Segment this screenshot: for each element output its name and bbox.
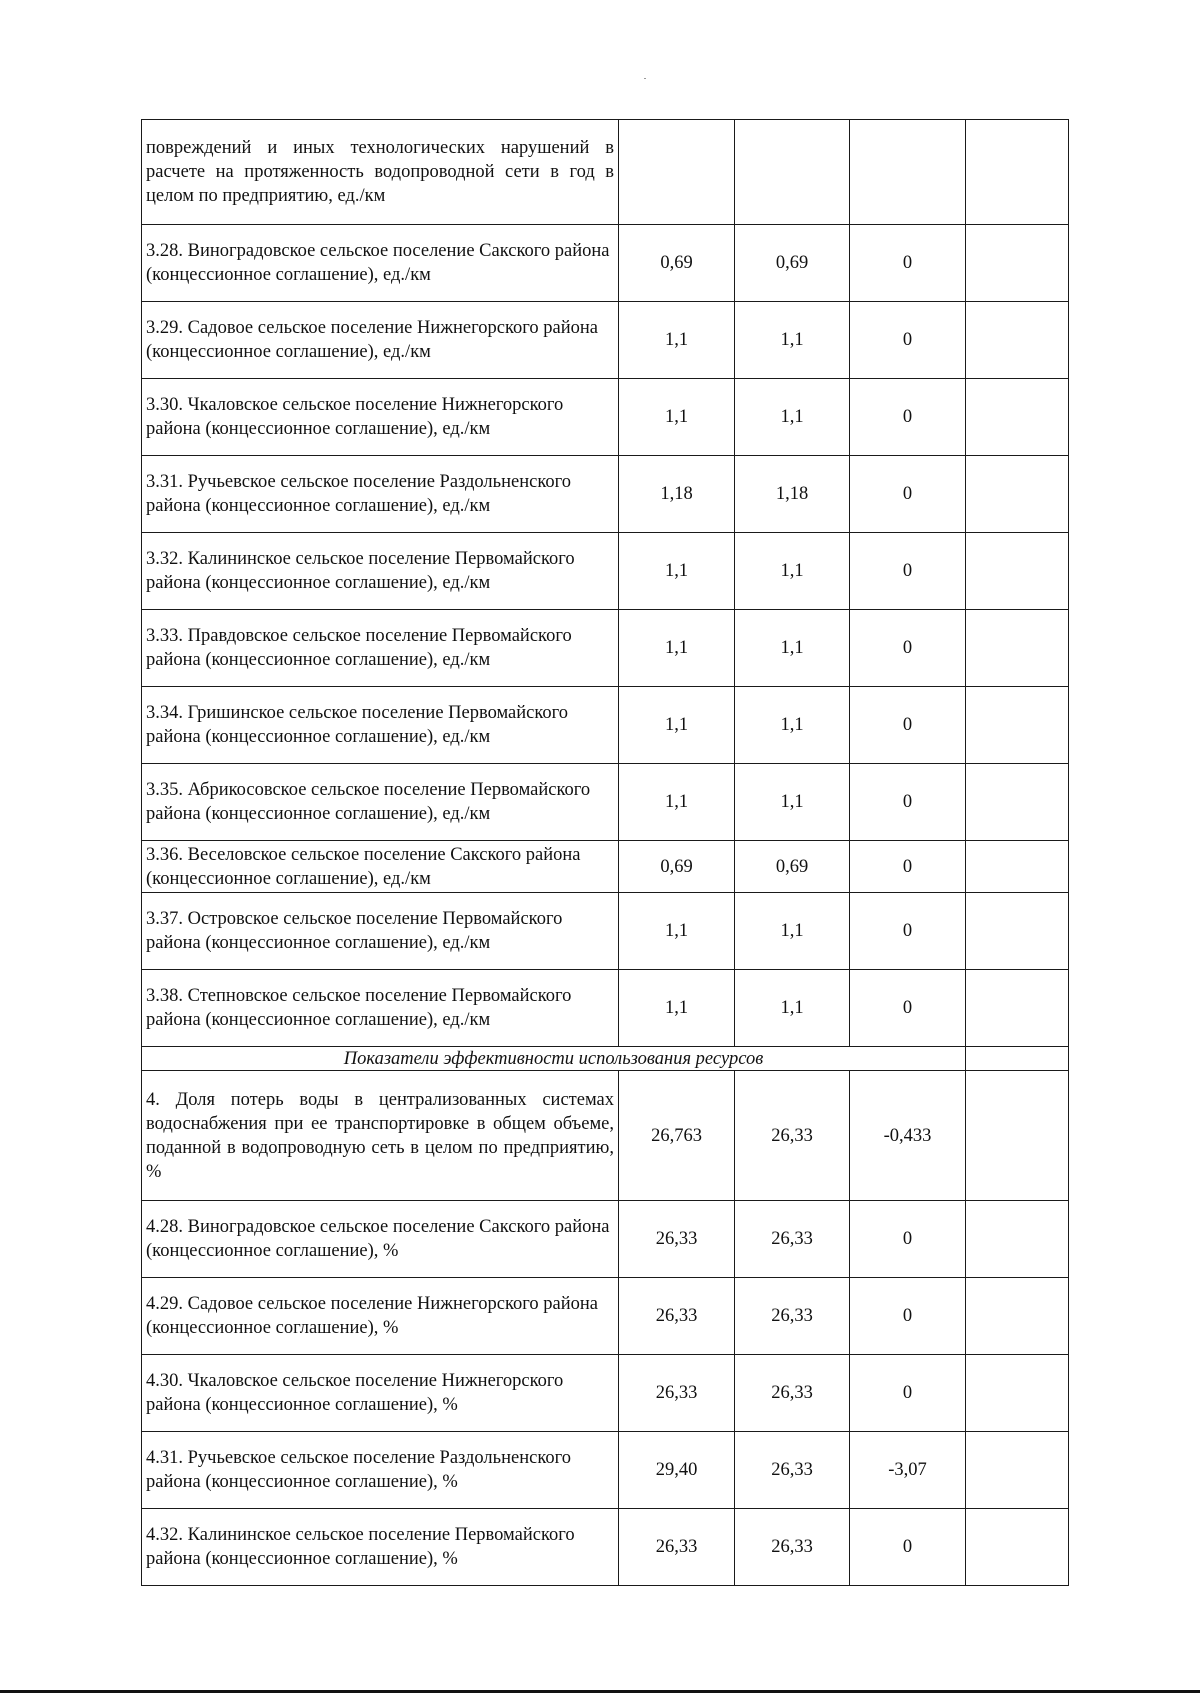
value-cell-2: 26,33	[735, 1432, 850, 1509]
value-cell-1	[619, 120, 735, 225]
indicator-label: 3.37. Островское сельское поселение Первомайского района (концессионное соглашение), ед./км	[142, 893, 619, 970]
page-mark	[644, 78, 646, 79]
value-cell-3: 0	[850, 1355, 966, 1432]
table-body	[142, 120, 1069, 1586]
value-cell-3: 0	[850, 225, 966, 302]
table-row	[142, 764, 1069, 841]
value-cell-1: 26,33	[619, 1201, 735, 1278]
indicator-label: 3.36. Веселовское сельское поселение Сакского района (концессионное соглашение), ед./км	[142, 841, 619, 893]
value-cell-1: 1,1	[619, 302, 735, 379]
value-cell-1: 1,1	[619, 533, 735, 610]
section-empty-cell	[966, 1047, 1069, 1071]
value-cell-4	[966, 1509, 1069, 1586]
value-cell-3: 0	[850, 456, 966, 533]
value-cell-4	[966, 225, 1069, 302]
value-cell-2: 26,33	[735, 1071, 850, 1201]
value-cell-1: 26,33	[619, 1509, 735, 1586]
value-cell-2	[735, 120, 850, 225]
value-cell-2: 1,1	[735, 687, 850, 764]
value-cell-4	[966, 120, 1069, 225]
value-cell-2: 1,1	[735, 970, 850, 1047]
table-row	[142, 120, 1069, 225]
table-row	[142, 893, 1069, 970]
value-cell-1: 0,69	[619, 225, 735, 302]
value-cell-2: 26,33	[735, 1201, 850, 1278]
value-cell-4	[966, 841, 1069, 893]
value-cell-1: 1,1	[619, 764, 735, 841]
table-row	[142, 841, 1069, 893]
value-cell-3: -0,433	[850, 1071, 966, 1201]
indicator-label: 4.28. Виноградовское сельское поселение Сакского района (концессионное соглашение), %	[142, 1201, 619, 1278]
value-cell-3: 0	[850, 687, 966, 764]
value-cell-1: 1,1	[619, 893, 735, 970]
value-cell-4	[966, 893, 1069, 970]
indicator-label: 3.28. Виноградовское сельское поселение Сакского района (концессионное соглашение), ед./км	[142, 225, 619, 302]
value-cell-4	[966, 1201, 1069, 1278]
table-row	[142, 687, 1069, 764]
value-cell-3: 0	[850, 533, 966, 610]
indicator-label: 3.34. Гришинское сельское поселение Первомайского района (концессионное соглашение), ед./км	[142, 687, 619, 764]
indicator-label: 4. Доля потерь воды в централизованных системах водоснабжения при ее транспортировке в общем объеме, поданной в водопроводную сеть в целом по предприятию, %	[142, 1071, 619, 1201]
indicators-table	[141, 119, 1069, 1586]
value-cell-4	[966, 687, 1069, 764]
table-row	[142, 302, 1069, 379]
indicator-label: 3.32. Калининское сельское поселение Первомайского района (концессионное соглашение), ед./км	[142, 533, 619, 610]
value-cell-3: 0	[850, 1509, 966, 1586]
value-cell-3: 0	[850, 841, 966, 893]
value-cell-4	[966, 764, 1069, 841]
value-cell-2: 1,1	[735, 893, 850, 970]
value-cell-1: 1,1	[619, 610, 735, 687]
value-cell-3: 0	[850, 1278, 966, 1355]
value-cell-1: 1,1	[619, 970, 735, 1047]
indicator-label: 4.29. Садовое сельское поселение Нижнегорского района (концессионное соглашение), %	[142, 1278, 619, 1355]
value-cell-4	[966, 302, 1069, 379]
table-row	[142, 1071, 1069, 1201]
value-cell-4	[966, 456, 1069, 533]
value-cell-3: 0	[850, 610, 966, 687]
value-cell-3: -3,07	[850, 1432, 966, 1509]
table-row	[142, 533, 1069, 610]
value-cell-2: 1,1	[735, 302, 850, 379]
value-cell-4	[966, 533, 1069, 610]
value-cell-4	[966, 1432, 1069, 1509]
value-cell-4	[966, 1071, 1069, 1201]
value-cell-1: 1,1	[619, 379, 735, 456]
table-row	[142, 379, 1069, 456]
indicator-label: 3.33. Правдовское сельское поселение Первомайского района (концессионное соглашение), ед./км	[142, 610, 619, 687]
value-cell-3: 0	[850, 379, 966, 456]
value-cell-1: 0,69	[619, 841, 735, 893]
indicator-label: 4.32. Калининское сельское поселение Первомайского района (концессионное соглашение), %	[142, 1509, 619, 1586]
value-cell-2: 26,33	[735, 1278, 850, 1355]
value-cell-4	[966, 970, 1069, 1047]
value-cell-1: 26,763	[619, 1071, 735, 1201]
indicator-label: 3.35. Абрикосовское сельское поселение Первомайского района (концессионное соглашение), ед./км	[142, 764, 619, 841]
table-row	[142, 1355, 1069, 1432]
value-cell-4	[966, 379, 1069, 456]
value-cell-2: 0,69	[735, 225, 850, 302]
value-cell-2: 1,1	[735, 533, 850, 610]
indicator-label: 3.30. Чкаловское сельское поселение Нижнегорского района (концессионное соглашение), ед./км	[142, 379, 619, 456]
indicator-label: 3.38. Степновское сельское поселение Первомайского района (концессионное соглашение), ед./км	[142, 970, 619, 1047]
indicator-label: 4.30. Чкаловское сельское поселение Нижнегорского района (концессионное соглашение), %	[142, 1355, 619, 1432]
indicator-label: 4.31. Ручьевское сельское поселение Раздольненского района (концессионное соглашение), %	[142, 1432, 619, 1509]
value-cell-1: 26,33	[619, 1355, 735, 1432]
table-row	[142, 1509, 1069, 1586]
value-cell-3: 0	[850, 970, 966, 1047]
value-cell-2: 1,18	[735, 456, 850, 533]
value-cell-4	[966, 610, 1069, 687]
page-bottom-rule	[0, 1690, 1200, 1693]
value-cell-1: 29,40	[619, 1432, 735, 1509]
section-header-row	[142, 1047, 1069, 1071]
value-cell-1: 26,33	[619, 1278, 735, 1355]
table-row	[142, 970, 1069, 1047]
table-row	[142, 1278, 1069, 1355]
value-cell-4	[966, 1355, 1069, 1432]
table-row	[142, 1432, 1069, 1509]
indicator-label: 3.29. Садовое сельское поселение Нижнегорского района (концессионное соглашение), ед./км	[142, 302, 619, 379]
value-cell-2: 0,69	[735, 841, 850, 893]
table-row	[142, 1201, 1069, 1278]
value-cell-3: 0	[850, 1201, 966, 1278]
value-cell-2: 1,1	[735, 610, 850, 687]
indicator-label: повреждений и иных технологических нарушений в расчете на протяженность водопроводной сети в год в целом по предприятию, ед./км	[142, 120, 619, 225]
value-cell-4	[966, 1278, 1069, 1355]
value-cell-1: 1,1	[619, 687, 735, 764]
section-title: Показатели эффективности использования ресурсов	[142, 1047, 966, 1071]
table-row	[142, 225, 1069, 302]
indicator-label: 3.31. Ручьевское сельское поселение Раздольненского района (концессионное соглашение), ед./км	[142, 456, 619, 533]
value-cell-2: 26,33	[735, 1509, 850, 1586]
table-row	[142, 456, 1069, 533]
value-cell-2: 1,1	[735, 379, 850, 456]
table-row	[142, 610, 1069, 687]
value-cell-2: 1,1	[735, 764, 850, 841]
value-cell-3: 0	[850, 302, 966, 379]
value-cell-3	[850, 120, 966, 225]
value-cell-3: 0	[850, 764, 966, 841]
value-cell-2: 26,33	[735, 1355, 850, 1432]
value-cell-1: 1,18	[619, 456, 735, 533]
value-cell-3: 0	[850, 893, 966, 970]
